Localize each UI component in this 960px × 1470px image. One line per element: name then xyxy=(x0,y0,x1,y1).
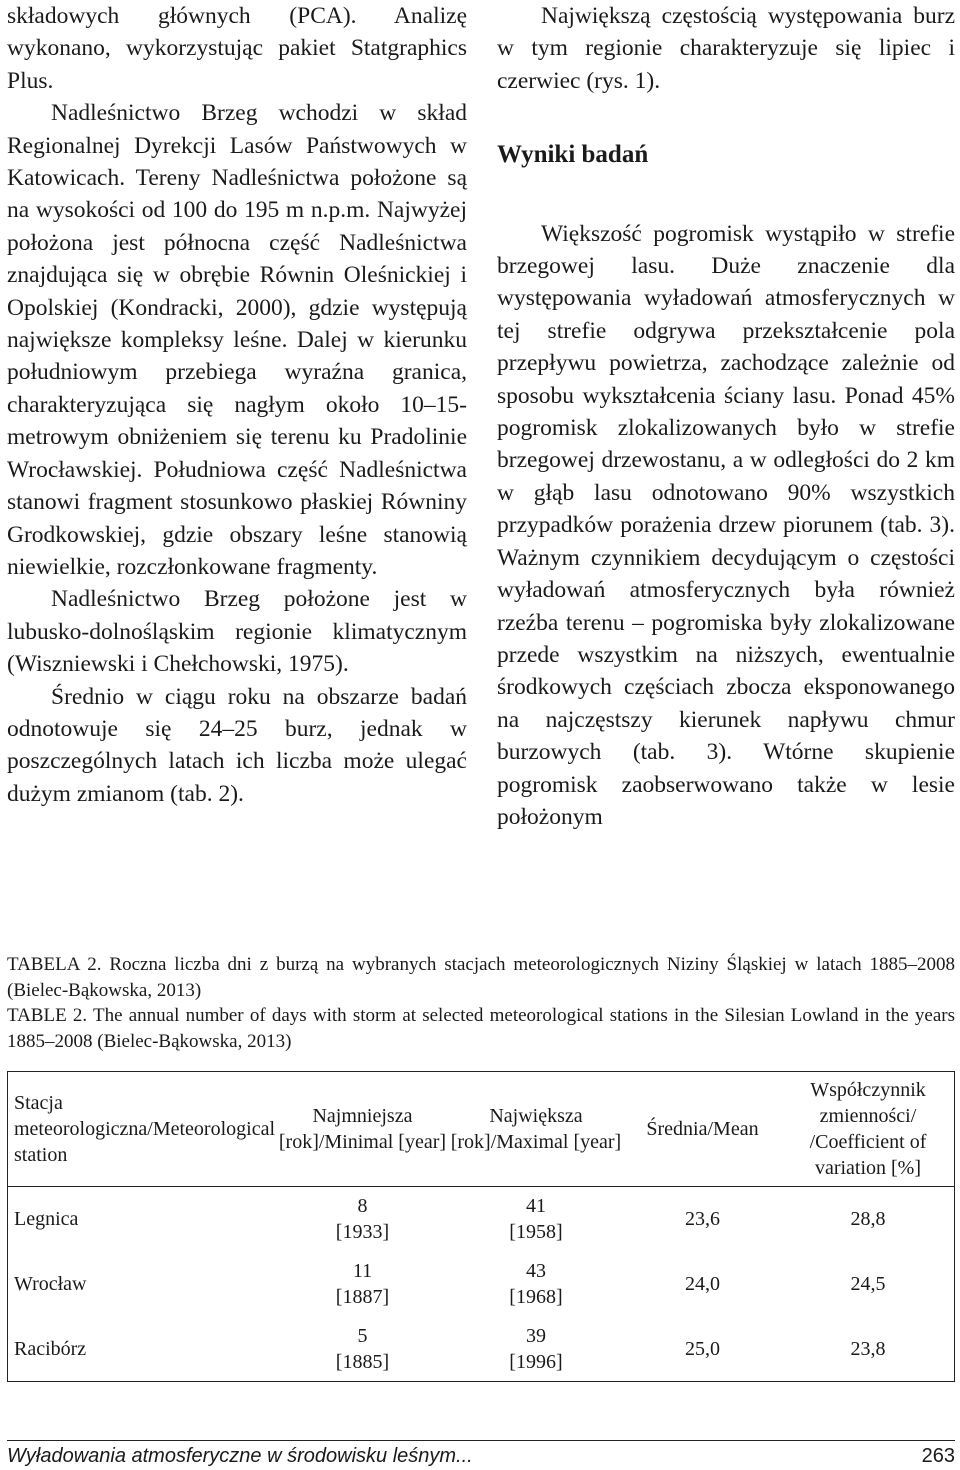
max-cell xyxy=(449,1252,623,1317)
paragraph: Większość pogromisk wystąpiło w strefie brzegowej lasu. Duże znaczenie dla występowania wyładowań atmosferycznych w tej strefie odgrywa przekształcenie pola przepływu powietrza, zachodzące zależnie od sposobu wykształcenia ściany lasu. Ponad 45% pogromisk zlokalizowanych było w strefie brzegowej drzewostanu, a w odległości do 2 km w głąb lasu odnotowano 90% wszystkich przypadków porażenia drzew piorunem (tab. 3). Ważnym czynnikiem decydującym o częstości wyładowań atmosferycznych była również rzeźba terenu – pogromiska były zlokalizowane przede wszystkim na niższych, ewentualnie środkowych częściach zbocza eksponowanego na najczęstszy kierunek napływu chmur burzowych (tab. 3). Wtórne skupienie pogromisk zaobserwowano także w lesie położonym xyxy=(497,220,955,830)
header-station: Stacja meteorologiczna/Meteorological station xyxy=(8,1072,277,1187)
station-cell: Legnica xyxy=(14,1208,79,1231)
page-number: 263 xyxy=(921,1445,955,1467)
header-cv: Współczynnik zmienności/ /Coefficient of variation [%] xyxy=(782,1072,955,1187)
left-text-column xyxy=(7,0,467,810)
table-row xyxy=(8,1252,955,1317)
paragraph: Nadleśnictwo Brzeg wchodzi w skład Regionalnej Dyrekcji Lasów Państwowych w Katowicach. Tereny Nadleśnictwa położone są na wysokości od 100 do 195 m n.p.m. Najwyżej położona jest północna część Nadleśnictwa znajdująca się w obrębie Równin Oleśnickiej i Opolskiej (Kondracki, 2000), gdzie występują największe kompleksy leśne. Dalej w kierunku południowym przebiega wyraźna granica, charakteryzująca się nagłym około 10–15-metrowym obniżeniem się terenu ku Pradolinie Wrocławskiej. Południowa część Nadleśnictwa stanowi fragment stosunkowo płaskiej Równiny Grodkowskiej, gdzie obszary leśne stanowią niewielkie, rozczłonkowane fragmenty. xyxy=(7,100,467,580)
max-year: [1958] xyxy=(509,1221,563,1244)
max-cell xyxy=(449,1317,623,1382)
min-year: [1885] xyxy=(335,1350,390,1373)
paragraph: Średnio w ciągu roku na obszarze badań odnotowuje się 24–25 burz, jednak w poszczególnych latach ich liczba może ulegać dużym zmianom (tab. 2). xyxy=(7,683,467,807)
header-minimal: Najmniejsza [rok]/Minimal [year] xyxy=(276,1072,449,1187)
station-cell: Wrocław xyxy=(14,1273,87,1295)
right-text-column xyxy=(497,0,955,833)
min-value: 8 xyxy=(357,1195,368,1218)
footer-divider xyxy=(7,1440,955,1441)
max-value: 39 xyxy=(525,1324,546,1347)
paragraph: Największą częstością występowania burz w tym regionie charakteryzuje się lipiec i czerwiec (rys. 1). xyxy=(497,3,955,94)
max-value: 41 xyxy=(525,1195,546,1218)
paragraph: Nadleśnictwo Brzeg położone jest w lubusko-dolnośląskim regionie klimatycznym (Wiszniewski i Chełchowski, 1975). xyxy=(7,586,467,678)
header-mean: Średnia/Mean xyxy=(623,1072,782,1187)
mean-cell: 25,0 xyxy=(623,1317,782,1382)
cv-cell: 28,8 xyxy=(850,1208,886,1231)
storm-days-table xyxy=(7,1071,955,1382)
cv-cell: 23,8 xyxy=(782,1317,955,1382)
header-maximal: Największa [rok]/Maximal [year] xyxy=(449,1072,623,1187)
table-row xyxy=(8,1317,955,1382)
section-heading: Wyniki badań xyxy=(497,141,649,169)
min-cell xyxy=(276,1187,449,1252)
table-caption xyxy=(7,952,955,1054)
min-cell xyxy=(276,1252,449,1317)
caption-english: TABLE 2. The annual number of days with storm at selected meteorological stations in the Silesian Lowland in the years 1885–2008 (Bielec-Bąkowska, 2013) xyxy=(7,1005,955,1052)
station-cell: Racibórz xyxy=(8,1317,277,1382)
max-year: [1996] xyxy=(509,1350,563,1373)
table-header-row xyxy=(8,1072,955,1187)
max-year: [1968] xyxy=(509,1286,563,1308)
paragraph: składowych głównych (PCA). Analizę wykonano, wykorzystując pakiet Statgraphics Plus. xyxy=(7,3,467,94)
max-cell xyxy=(449,1187,623,1252)
cv-cell: 24,5 xyxy=(850,1273,886,1295)
mean-cell: 24,0 xyxy=(684,1273,720,1295)
mean-cell: 23,6 xyxy=(684,1208,720,1231)
min-cell xyxy=(276,1317,449,1382)
min-value: 11 xyxy=(352,1260,373,1282)
min-value: 5 xyxy=(357,1324,368,1347)
max-value: 43 xyxy=(525,1260,546,1282)
min-year: [1887] xyxy=(335,1286,390,1308)
running-title: Wyładowania atmosferyczne w środowisku leśnym... xyxy=(7,1445,473,1467)
table-row xyxy=(8,1187,955,1252)
caption-polish: TABELA 2. Roczna liczba dni z burzą na wybranych stacjach meteorologicznych Niziny Śląskiej w latach 1885–2008 (Bielec-Bąkowska, 2013) xyxy=(7,954,955,1001)
min-year: [1933] xyxy=(335,1221,390,1244)
